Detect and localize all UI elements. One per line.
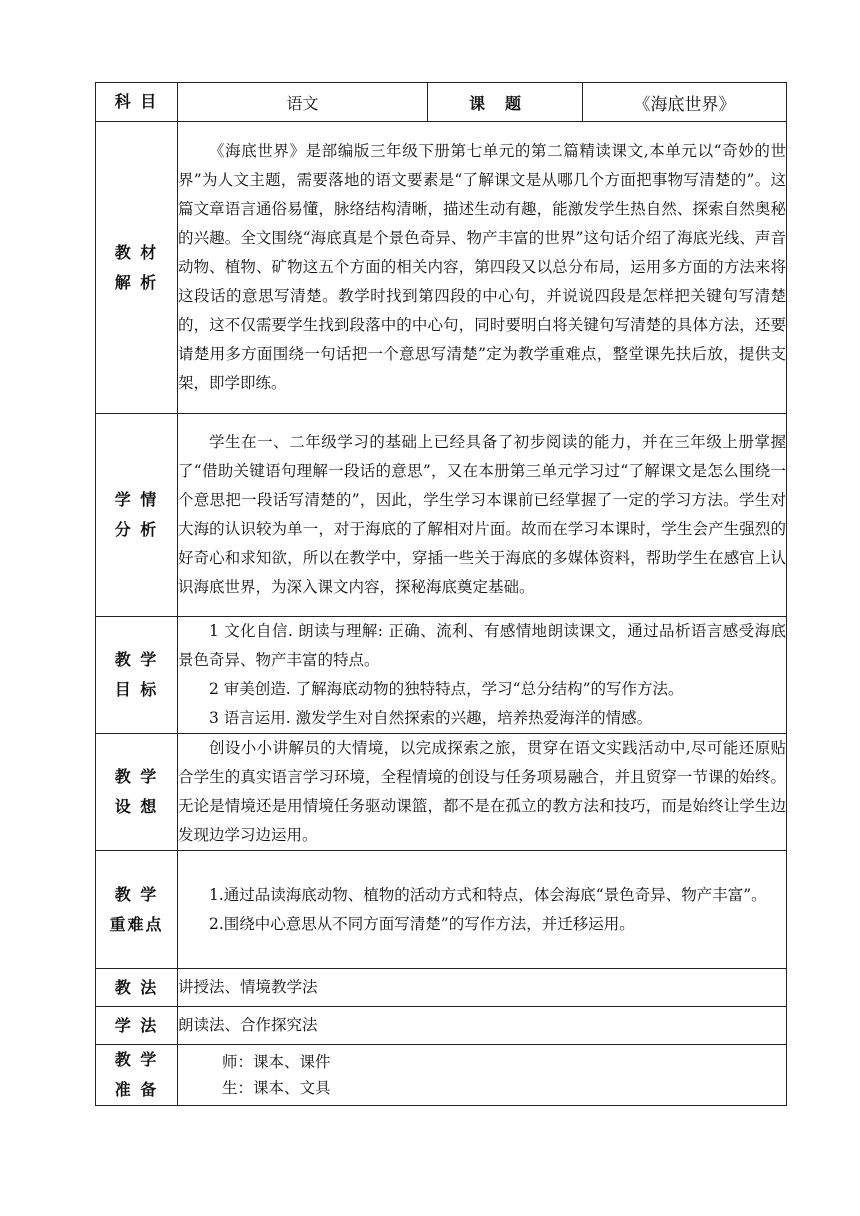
subject-value: 语文 [178,83,428,122]
student-analysis-label: 学 情 分 析 [96,414,178,617]
preparation-label: 教 学 准 备 [96,1045,178,1106]
subject-label: 科 目 [96,83,178,122]
key-points-row [96,851,787,969]
lesson-plan-table [95,82,787,1106]
key-points-list [178,851,787,969]
topic-value: 《海底世界》 [583,83,787,122]
goal-item: 1 文化自信. 朗读与理解: 正确、流利、有感情地朗读课文，通过品析语言感受海底景色奇异、物产丰富的特点。 [178,622,786,669]
preparation-text [178,1045,787,1106]
teaching-goals-row [96,617,787,734]
teaching-concept-text: 创设小小讲解员的大情境，以完成探索之旅，贯穿在语文实践活动中,尽可能还原贴合学生的真实语言学习环境，全程情境的创设与任务项易融合，并且贸穿一节课的始终。无论是情境还是用情境任务驱动课篮，都不是在孤立的教方法和技巧，而是始终让学生边发现边学习边运用。 [178,734,787,851]
teacher-materials: 师：课本、课件 [222,1053,331,1071]
student-analysis-text: 学生在一、二年级学习的基础上已经具备了初步阅读的能力，并在三年级上册掌握了“借助关键语句理解一段话的意思”，又在本册第三单元学习过“了解课文是怎么围绕一个意思把一段话写清楚的”，因此，学生学习本课前已经掌握了一定的学习方法。学生对大海的认识较为单一，对于海底的了解相对片面。故而在学习本课时，学生会产生强烈的好奇心和求知欲，所以在教学中，穿插一些关于海底的多媒体资料，帮助学生在感官上认识海底世界，为深入课文内容，探秘海底奠定基础。 [178,414,787,617]
teaching-method-row [96,969,787,1007]
key-point-item: 2.围绕中心意思从不同方面写清楚”的写作方法，并迁移运用。 [209,914,635,933]
textbook-analysis-label: 教 材 解 析 [96,122,178,414]
topic-label: 课题 [428,83,583,122]
teaching-goals-label: 教 学 目 标 [96,617,178,734]
teaching-concept-label: 教 学 设 想 [96,734,178,851]
learning-method-label: 学 法 [96,1007,178,1045]
student-materials: 生：课本、文具 [222,1079,331,1097]
teaching-method-label: 教 法 [96,969,178,1007]
teaching-concept-row [96,734,787,851]
goal-item: 3 语言运用. 激发学生对自然探索的兴趣，培养热爱海洋的情感。 [209,709,653,727]
student-analysis-row [96,414,787,617]
teaching-goals-list [178,617,787,734]
key-point-item: 1.通过品读海底动物、植物的活动方式和特点，体会海底“景色奇异、物产丰富”。 [209,885,767,904]
goal-item: 2 审美创造. 了解海底动物的独特特点，学习“总分结构”的写作方法。 [209,680,684,698]
textbook-analysis-row [96,122,787,414]
learning-method-text: 朗读法、合作探究法 [178,1007,787,1045]
teaching-method-text: 讲授法、情境教学法 [178,969,787,1007]
key-points-label: 教 学 重难点 [96,851,178,969]
preparation-row [96,1045,787,1106]
textbook-analysis-text: 《海底世界》是部编版三年级下册第七单元的第二篇精读课文,本单元以“奇妙的世界”为人文主题，需要落地的语文要素是“了解课文是从哪几个方面把事物写清楚的”。这篇文章语言通俗易懂，脉络结构清晰，描述生动有趣，能激发学生热自然、探索自然奥秘的兴趣。全文围绕“海底真是个景色奇异、物产丰富的世界”这句话介绍了海底光线、声音动物、植物、矿物这五个方面的相关内容，第四段又以总分布局，运用多方面的方法来将这段话的意思写清楚。教学时找到第四段的中心句，并说说四段是怎样把关键句写清楚的，这不仅需要学生找到段落中的中心句，同时要明白将关键句写清楚的具体方法，还要请楚用多方面围绕一句话把一个意思写清楚”定为教学重难点，整堂课先扶后放，提供支架，即学即练。 [178,122,787,414]
learning-method-row [96,1007,787,1045]
header-row [96,83,787,122]
